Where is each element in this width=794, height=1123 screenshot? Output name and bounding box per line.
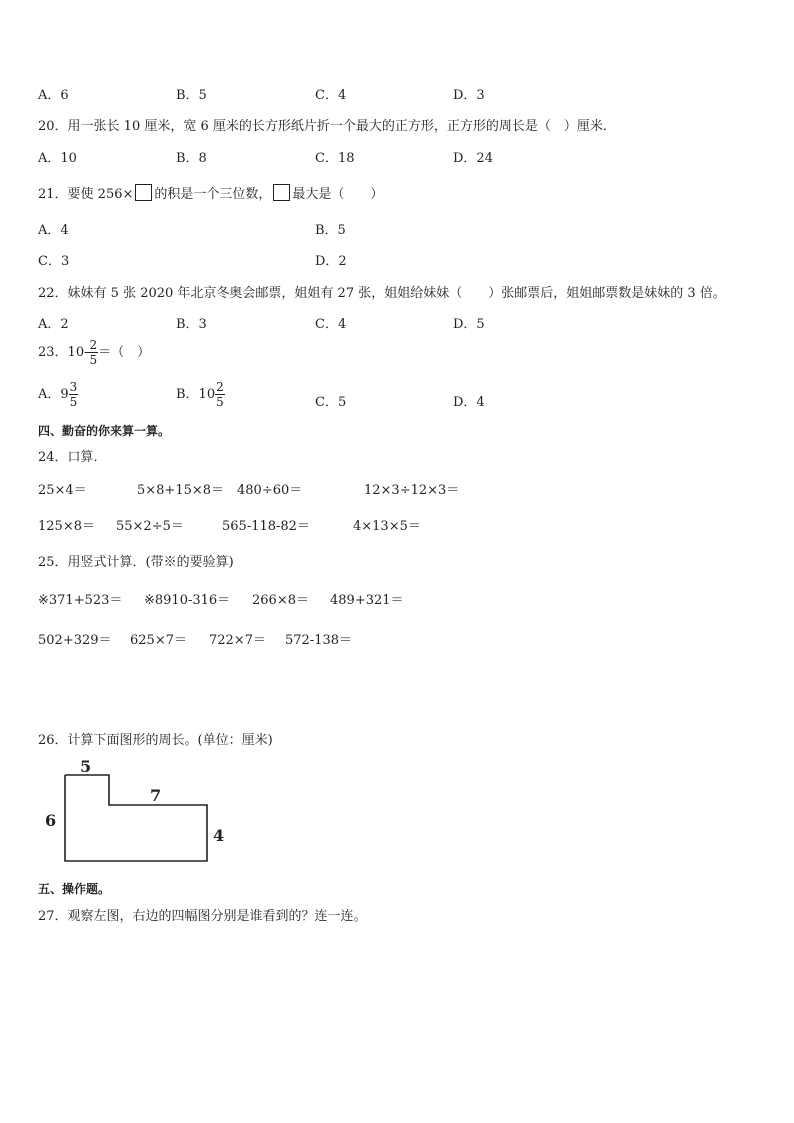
q22-stem: 22．妹妹有 5 张 2020 年北京冬奥会邮票，姐姐有 27 张，姐姐给妹妹（ ）张邮票后，姐姐邮票数是妹妹的 3 倍。	[38, 286, 726, 301]
fraction-numerator: 2	[89, 338, 98, 352]
q24-r2-c3: 565-118-82＝	[222, 519, 310, 534]
q26-title: 26．计算下面图形的周长。(单位：厘米)	[38, 733, 273, 748]
section-4-heading: 四、勤奋的你来算一算。	[38, 424, 171, 438]
fraction-numerator: 3	[69, 380, 78, 394]
q22-option-c: C．4	[315, 317, 347, 332]
q23-stem-suffix: ＝（ ）	[98, 345, 151, 360]
q24-title: 24．口算．	[38, 450, 107, 465]
label-left-height: 6	[45, 811, 57, 830]
q21-option-b: B．5	[315, 223, 346, 238]
fraction	[215, 381, 225, 408]
label-right-height: 4	[213, 826, 225, 845]
l-shape-figure	[38, 755, 238, 870]
q20-stem: 20．用一张长 10 厘米，宽 6 厘米的长方形纸片折一个最大的正方形，正方形的周长是（ ）厘米．	[38, 119, 616, 134]
q24-r2-c2: 55×2÷5＝	[116, 519, 184, 534]
section-5-heading: 五、操作题。	[38, 882, 111, 896]
q25-r1-c4: 489+321＝	[330, 593, 404, 608]
q19-option-b: B．5	[176, 88, 207, 103]
q24-r1-c4: 12×3÷12×3＝	[364, 483, 460, 498]
q25-r2-c4: 572-138＝	[285, 633, 353, 648]
q19-option-a: A．6	[38, 88, 69, 103]
q27-title: 27．观察左图，右边的四幅图分别是谁看到的？连一连。	[38, 909, 367, 924]
q23-option-d: D．4	[453, 395, 485, 410]
fraction-denominator: 5	[89, 353, 98, 367]
answer-box[interactable]	[135, 184, 152, 201]
fraction	[69, 381, 79, 408]
q24-r2-c4: 4×13×5＝	[353, 519, 421, 534]
q22-option-d: D．5	[453, 317, 485, 332]
q21-stem-c: 最大是（ ）	[292, 187, 384, 202]
answer-box[interactable]	[273, 184, 290, 201]
q23-option-b-whole: B．10	[176, 387, 216, 402]
fraction-numerator: 2	[216, 380, 224, 394]
q21-option-c: C．3	[38, 254, 70, 269]
q25-title: 25．用竖式计算．(带※的要验算)	[38, 555, 234, 570]
q19-option-d: D．3	[453, 88, 485, 103]
q24-r2-c1: 125×8＝	[38, 519, 95, 534]
q25-r2-c3: 722×7＝	[209, 633, 266, 648]
label-middle-length: 7	[150, 786, 162, 805]
q20-option-b: B．8	[176, 151, 207, 166]
q20-option-d: D．24	[453, 151, 493, 166]
q23-option-c: C．5	[315, 395, 347, 410]
fraction	[88, 339, 98, 366]
q25-r1-c3: 266×8＝	[252, 593, 309, 608]
q23-stem	[38, 339, 150, 366]
q19-option-c: C．4	[315, 88, 347, 103]
q25-r1-c2: ※8910-316＝	[144, 593, 231, 608]
q21-option-a: A．4	[38, 223, 69, 238]
q23-stem-prefix: 23．10-	[38, 345, 89, 360]
label-top-length: 5	[80, 757, 92, 776]
q20-option-a: A．10	[38, 151, 77, 166]
fraction-denominator: 5	[69, 395, 78, 409]
q23-option-a	[38, 381, 78, 408]
q21-stem-a: 21．要使 256×	[38, 187, 134, 202]
q21-option-d: D．2	[315, 254, 347, 269]
q21-stem-b: 的积是一个三位数，	[154, 187, 272, 202]
q22-option-b: B．3	[176, 317, 207, 332]
q23-option-b	[176, 381, 225, 408]
q24-r1-c3: 480÷60＝	[237, 483, 303, 498]
q25-r1-c1: ※371+523＝	[38, 593, 123, 608]
q22-option-a: A．2	[38, 317, 69, 332]
q25-r2-c2: 625×7＝	[130, 633, 187, 648]
fraction-denominator: 5	[216, 395, 224, 409]
q23-option-a-whole: A．9	[38, 387, 69, 402]
q20-option-c: C．18	[315, 151, 355, 166]
q24-r1-c1: 25×4＝	[38, 483, 87, 498]
l-shape-outline	[65, 775, 207, 861]
q21-stem	[38, 183, 383, 202]
q24-r1-c2: 5×8+15×8＝	[137, 483, 225, 498]
q25-r2-c1: 502+329＝	[38, 633, 112, 648]
